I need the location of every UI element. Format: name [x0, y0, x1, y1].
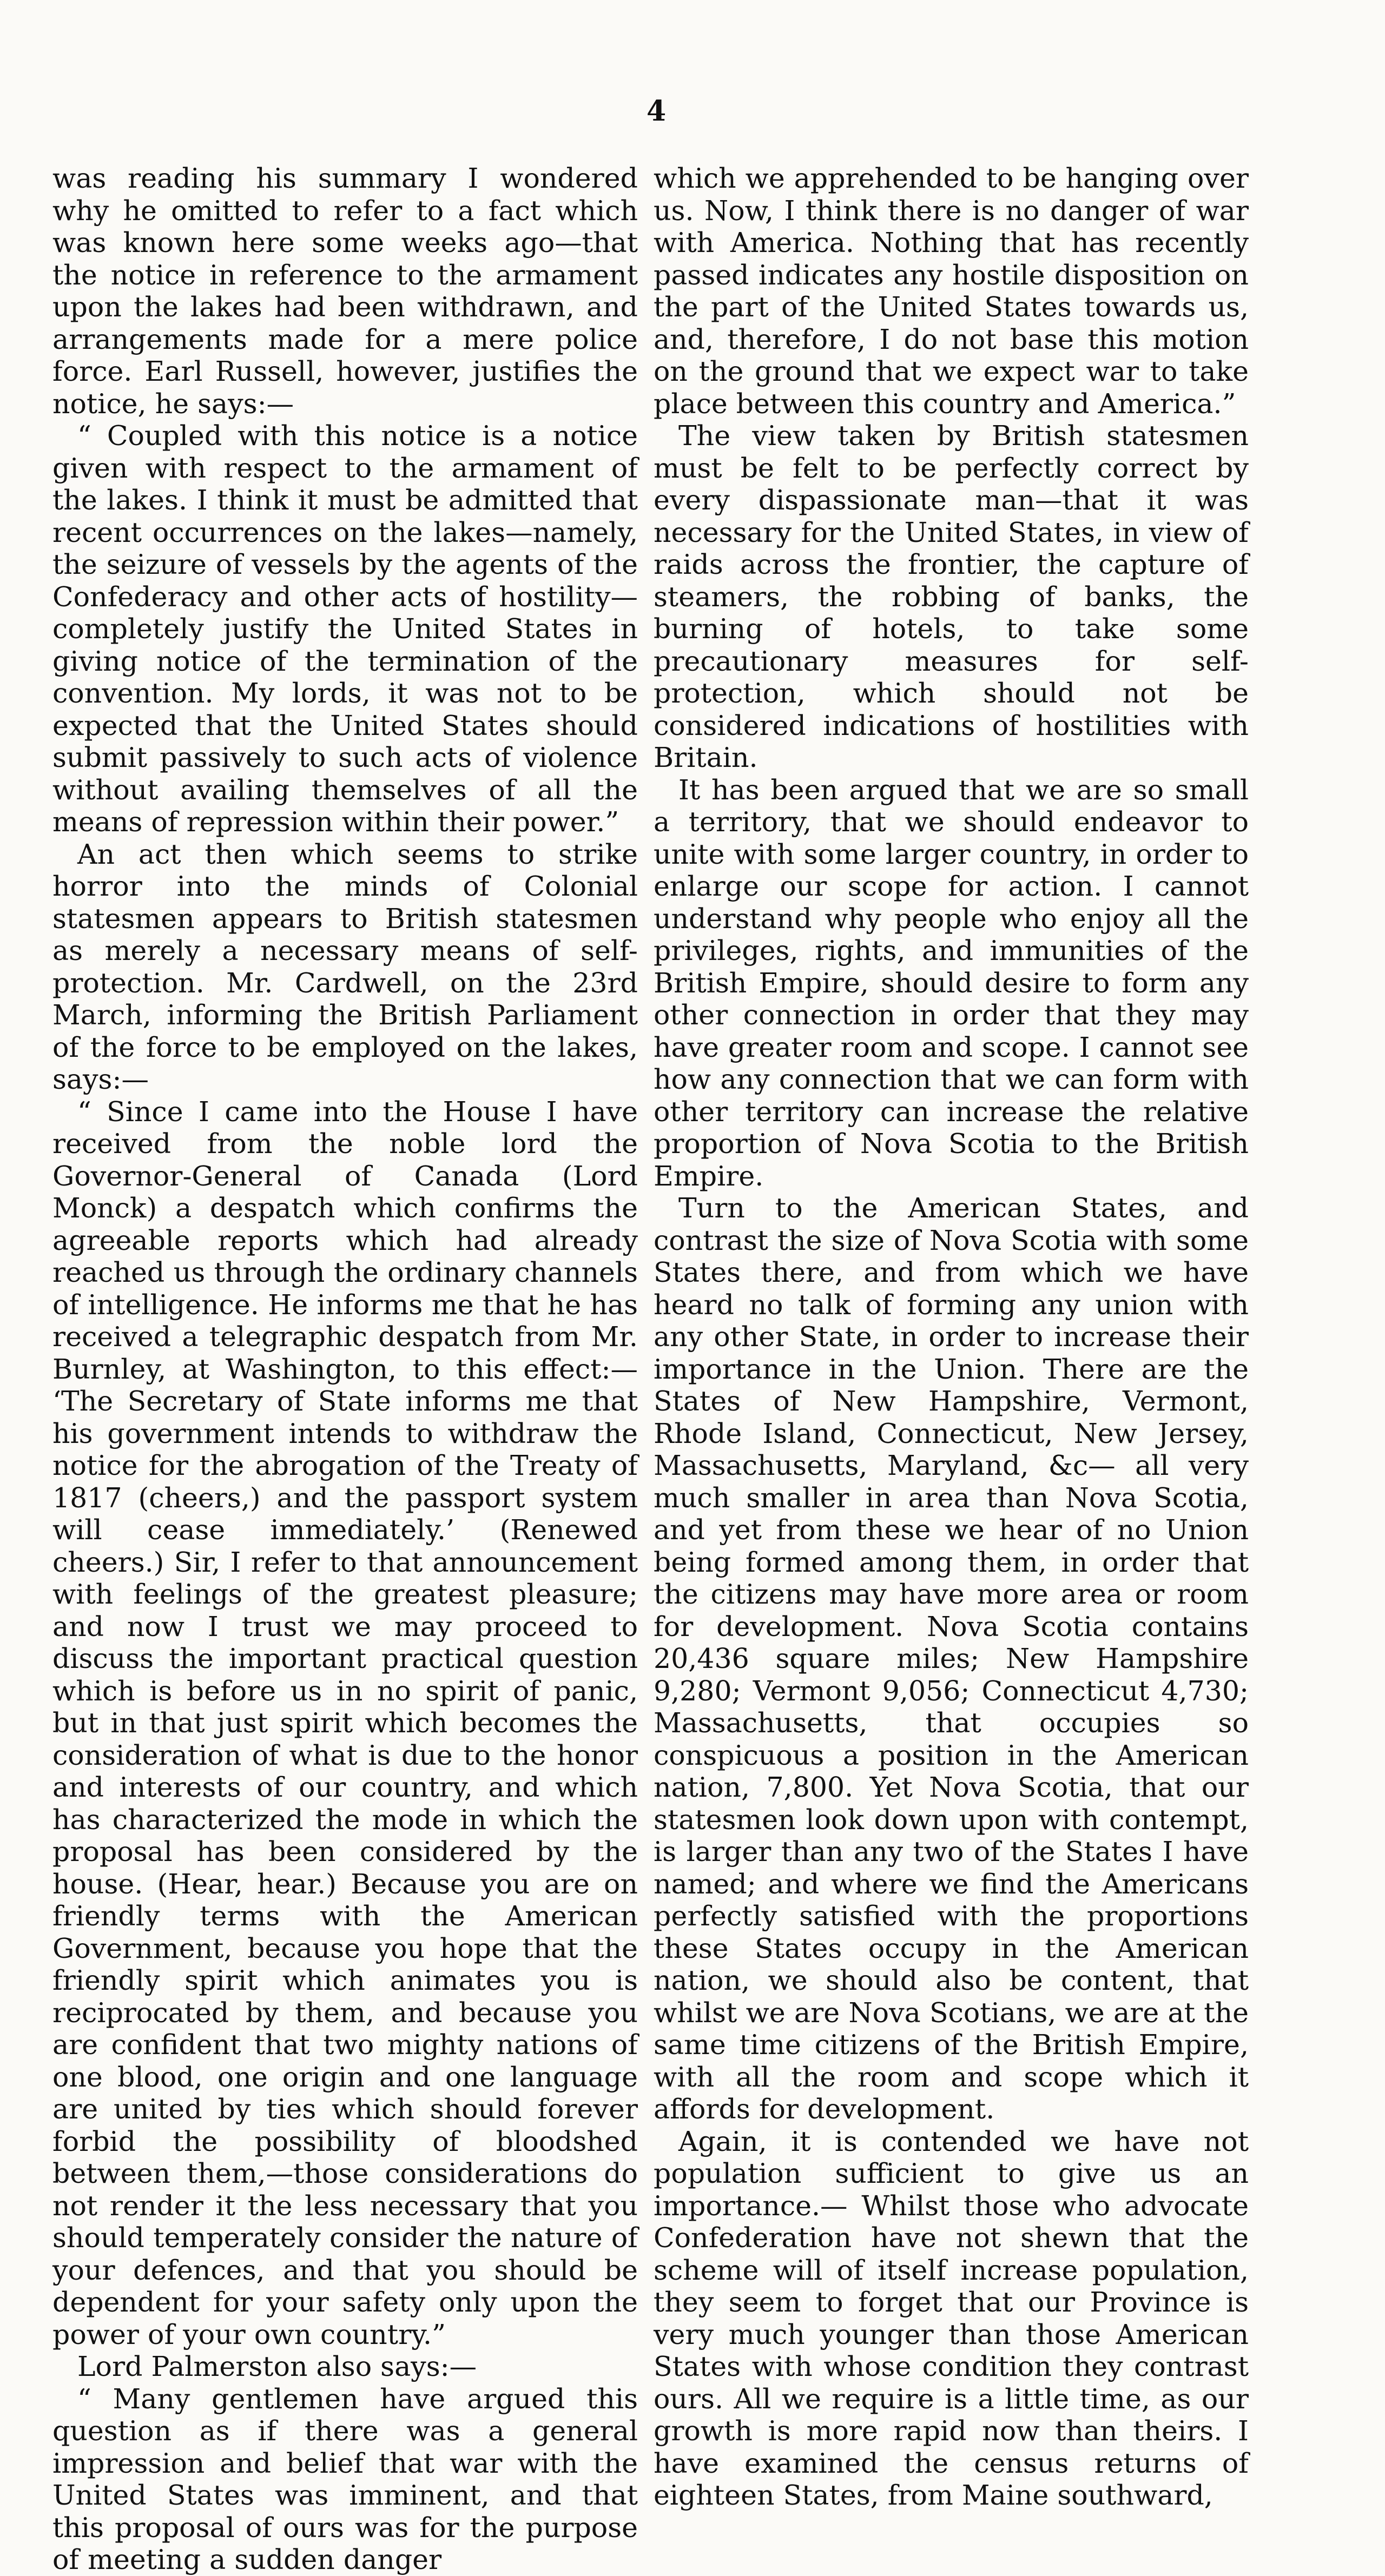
- paragraph: An act then which seems to strike horror into the minds of Colonial statesmen appears to British statesmen as merely a necessary means of self-protection. Mr. Cardwell, on the 23rd March, informing the British Parliament of the force to be employed on the lakes, says:—: [52, 838, 638, 1095]
- quotation-earl-russell: “ Coupled with this notice is a notice given with respect to the armament of the lakes. I think it must be admitted that recent occurrences on the lakes—namely, the seizure of vessels by the agents of the Confederacy and other acts of hostility—completely justify the United States in giving notice of the termination of the convention. My lords, it was not to be expected that the United States should submit passively to such acts of violence without availing themselves of all the means of repression within their power.”: [52, 420, 638, 838]
- left-column: [52, 162, 638, 2575]
- page-number: 4: [647, 95, 667, 128]
- paragraph: It has been argued that we are so small a territory, that we should endeavor to unite with some larger country, in order to enlarge our scope for action. I cannot understand why people who enjoy all the privileges, rights, and immunities of the British Empire, should desire to form any other connection in order that they may have greater room and scope. I cannot see how any connection that we can form with other territory can increase the relative proportion of Nova Scotia to the British Empire.: [654, 773, 1249, 1192]
- paragraph: Lord Palmerston also says:—: [77, 2350, 477, 2382]
- paragraph: was reading his summary I wondered why he omitted to refer to a fact which was known here some weeks ago—that the notice in reference to the armament upon the lakes had been withdrawn, and arrangements made for a mere police force. Earl Russell, however, justifies the notice, he says:—: [52, 162, 638, 420]
- paragraph: The view taken by British statesmen must be felt to be perfectly correct by every dispassionate man—that it was necessary for the United States, in view of raids across the frontier, the capture of steamers, the robbing of banks, the burning of hotels, to take some precautionary measures for self-protection, which should not be considered indications of hostilities with Britain.: [654, 420, 1249, 773]
- quotation-palmerston-continued: which we apprehended to be hanging over us. Now, I think there is no danger of war with America. Nothing that has recently passed indicates any hostile disposition on the part of the United States towards us, and, therefore, I do not base this motion on the ground that we expect war to take place between this country and America.”: [654, 162, 1249, 420]
- quotation-cardwell: “ Since I came into the House I have received from the noble lord the Governor-General of Canada (Lord Monck) a despatch which confirms the agreeable reports which had already reached us through the ordinary channels of intelligence. He informs me that he has received a telegraphic despatch from Mr. Burnley, at Washington, to this effect:— ‘The Secretary of State informs me that his government intends to withdraw the notice for the abrogation of the Treaty of 1817 (cheers,) and the passport system will cease immediately.’ (Renewed cheers.) Sir, I refer to that announcement with feelings of the greatest pleasure; and now I trust we may proceed to discuss the important practical question which is before us in no spirit of panic, but in that just spirit which becomes the consideration of what is due to the honor and interests of our country, and which has characterized the mode in which the proposal has been considered by the house. (Hear, hear.) Because you are on friendly terms with the American Government, because you hope that the friendly spirit which animates you is reciprocated by them, and because you are confident that two mighty nations of one blood, one origin and one language are united by ties which should forever forbid the possibility of bloodshed between them,—those considerations do not render it the less necessary that you should temperately consider the nature of your defences, and that you should be dependent for your safety only upon the power of your own country.”: [52, 1095, 638, 2350]
- right-column: [654, 162, 1249, 2511]
- paragraph: Turn to the American States, and contrast the size of Nova Scotia with some States there, and from which we have heard no talk of forming any union with any other State, in order to increase their importance in the Union. There are the States of New Hampshire, Vermont, Rhode Island, Connecticut, New Jersey, Massachusetts, Maryland, &c— all very much smaller in area than Nova Scotia, and yet from these we hear of no Union being formed among them, in order that the citizens may have more area or room for development. Nova Scotia contains 20,436 square miles; New Hampshire 9,280; Vermont 9,056; Connecticut 4,730; Massachusetts, that occupies so conspicuous a position in the American nation, 7,800. Yet Nova Scotia, that our statesmen look down upon with contempt, is larger than any two of the States I have named; and where we find the Americans perfectly satisfied with the proportions these States occupy in the American nation, we should also be content, that whilst we are Nova Scotians, we are at the same time citizens of the British Empire, with all the room and scope which it affords for development.: [654, 1192, 1249, 2125]
- quotation-palmerston: “ Many gentlemen have argued this question as if there was a general impression and belief that war with the United States was imminent, and that this proposal of ours was for the purpose of meeting a sudden danger: [52, 2382, 638, 2575]
- paragraph: Again, it is contended we have not population sufficient to give us an importance.— Whilst those who advocate Confederation have not shewn that the scheme will of itself increase population, they seem to forget that our Province is very much younger than those American States with whose condition they contrast ours. All we require is a little time, as our growth is more rapid now than theirs. I have examined the census returns of eighteen States, from Maine southward,: [654, 2125, 1249, 2511]
